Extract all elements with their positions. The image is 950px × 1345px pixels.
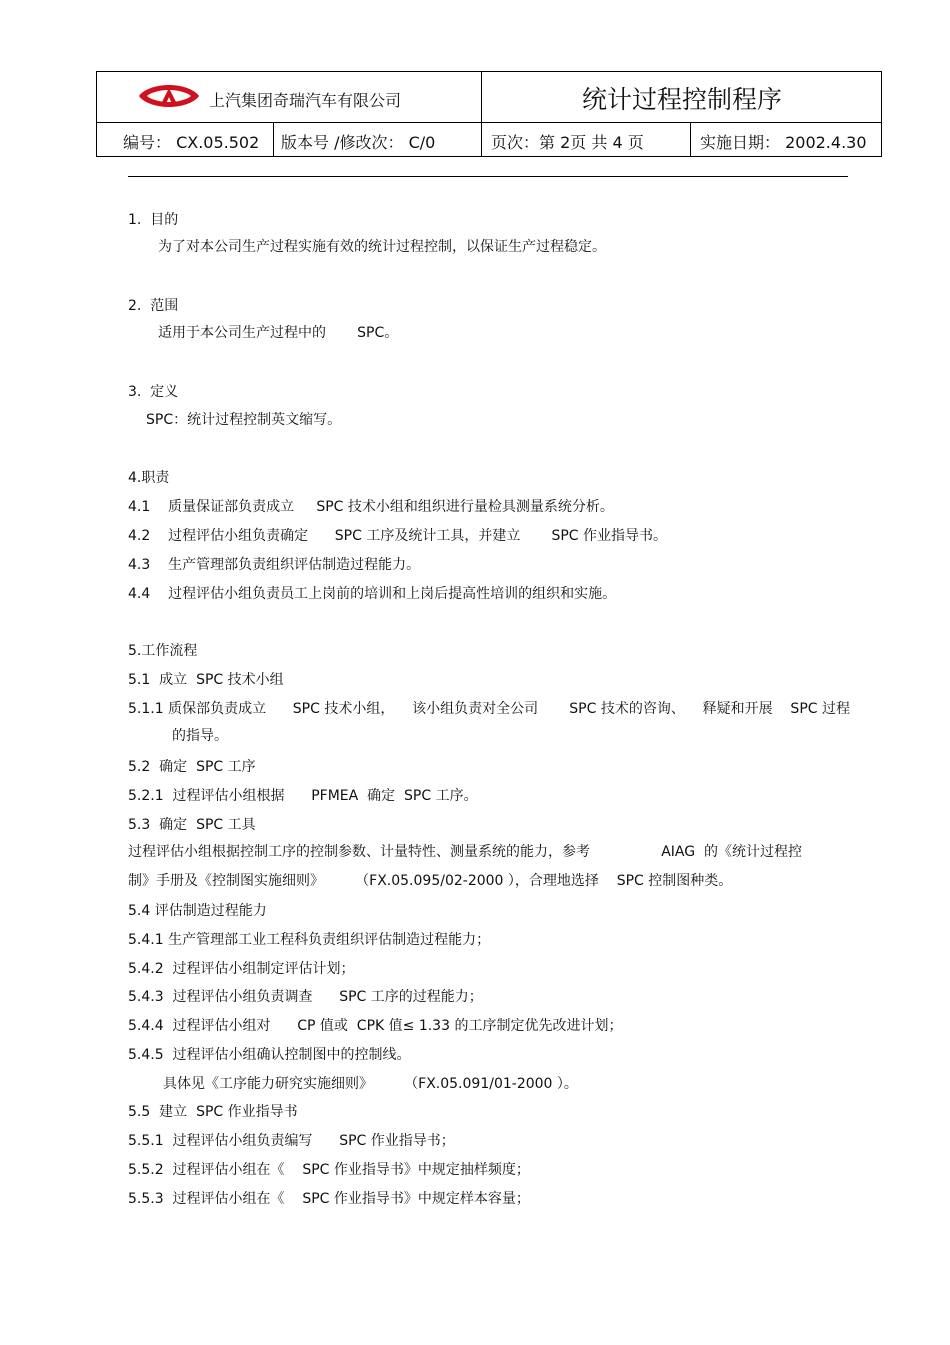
header-divider <box>273 122 274 157</box>
list-item-continuation: 的指导。 <box>172 728 228 744</box>
list-item: 4.1 质量保证部负责成立 SPC 技术小组和组织进行量检具测量系统分析。 <box>128 499 614 515</box>
header-divider <box>690 122 691 157</box>
paragraph: 具体见《工序能力研究实施细则》 （FX.05.091/01-2000 ）。 <box>163 1076 578 1092</box>
list-item: 5.1.1 质保部负责成立 SPC 技术小组， 该小组负责对全公司 SPC 技术的咨询、 释疑和开展 SPC 过程 <box>128 701 850 717</box>
section-heading: 1. 目的 <box>128 212 179 228</box>
subsection-heading: 5.1 成立 SPC 技术小组 <box>128 672 284 688</box>
list-item: 5.2.1 过程评估小组根据 PFMEA 确定 SPC 工序。 <box>128 788 478 804</box>
subsection-heading: 5.4 评估制造过程能力 <box>128 903 267 919</box>
list-item: 5.5.2 过程评估小组在《 SPC 作业指导书》中规定抽样频度； <box>128 1162 530 1178</box>
page-number: 页次：第 2页 共 4 页 <box>491 133 644 152</box>
document-title: 统计过程控制程序 <box>581 85 782 114</box>
list-item: 4.4 过程评估小组负责员工上岗前的培训和上岗后提高性培训的组织和实施。 <box>128 586 617 602</box>
effective-date: 实施日期： 2002.4.30 <box>700 133 867 152</box>
version-revision: 版本号 /修改次： C/0 <box>281 133 436 152</box>
list-item: 5.5.3 过程评估小组在《 SPC 作业指导书》中规定样本容量； <box>128 1191 530 1207</box>
header-divider <box>481 122 482 157</box>
subsection-heading: 5.3 确定 SPC 工具 <box>128 817 256 833</box>
list-item: 5.4.1 生产管理部工业工程科负责组织评估制造过程能力； <box>128 932 491 948</box>
paragraph: 适用于本公司生产过程中的 SPC。 <box>158 325 399 341</box>
list-item: 4.3 生产管理部负责组织评估制造过程能力。 <box>128 557 421 573</box>
section-heading: 5.工作流程 <box>128 643 198 659</box>
header-row-2 <box>97 122 881 157</box>
document-number: 编号： CX.05.502 <box>123 133 260 152</box>
document-header-table <box>96 71 882 157</box>
section-heading: 4.职责 <box>128 470 170 486</box>
list-item: 5.4.4 过程评估小组对 CP 值或 CPK 值≤ 1.33 的工序制定优先改进计划； <box>128 1018 623 1034</box>
paragraph: 过程评估小组根据控制工序的控制参数、计量特性、测量系统的能力，参考 AIAG 的《统计过程控 <box>128 844 802 860</box>
subsection-heading: 5.5 建立 SPC 作业指导书 <box>128 1104 298 1120</box>
section-heading: 3. 定义 <box>128 384 179 400</box>
list-item: 5.4.5 过程评估小组确认控制图中的控制线。 <box>128 1047 411 1063</box>
paragraph: SPC：统计过程控制英文缩写。 <box>146 412 342 428</box>
header-row-1 <box>97 72 881 123</box>
list-item: 4.2 过程评估小组负责确定 SPC 工序及统计工具，并建立 SPC 作业指导书。 <box>128 528 668 544</box>
company-name: 上汽集团奇瑞汽车有限公司 <box>209 91 402 110</box>
list-item: 5.4.2 过程评估小组制定评估计划； <box>128 961 355 977</box>
subsection-heading: 5.2 确定 SPC 工序 <box>128 759 256 775</box>
paragraph: 制》手册及《控制图实施细则》 （FX.05.095/02-2000 ），合理地选择 SPC 控制图种类。 <box>128 873 733 889</box>
header-rule <box>128 176 848 177</box>
list-item: 5.4.3 过程评估小组负责调查 SPC 工序的过程能力； <box>128 989 483 1005</box>
section-heading: 2. 范围 <box>128 298 179 314</box>
paragraph: 为了对本公司生产过程实施有效的统计过程控制，以保证生产过程稳定。 <box>158 239 606 255</box>
list-item: 5.5.1 过程评估小组负责编写 SPC 作业指导书； <box>128 1133 455 1149</box>
company-logo <box>137 82 201 110</box>
